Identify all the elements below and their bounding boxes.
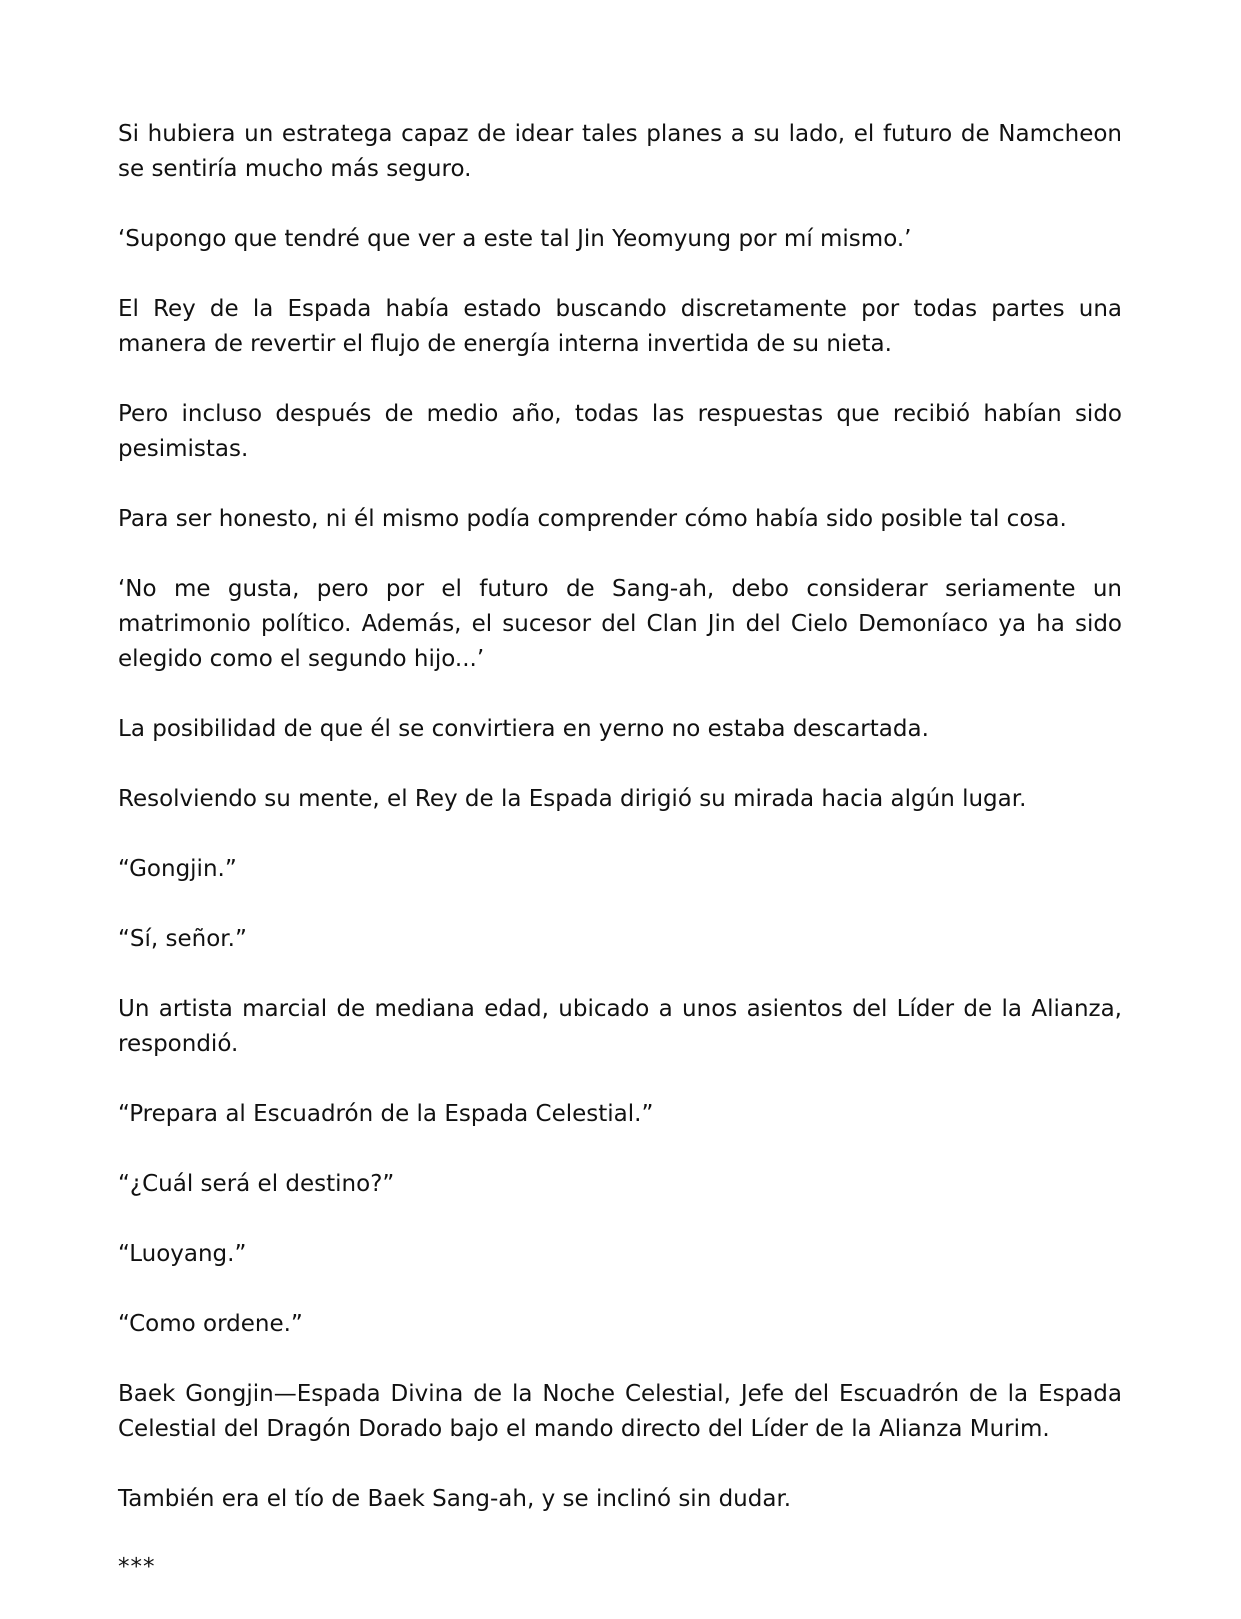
paragraph: ‘Supongo que tendré que ver a este tal Jin Yeomyung por mí mismo.’ bbox=[118, 226, 912, 252]
dialogue-line: “¿Cuál será el destino?” bbox=[118, 1171, 395, 1197]
paragraph: El Rey de la Espada había estado buscando discretamente por todas partes una manera de revertir el flujo de energía interna invertida de su nieta. bbox=[118, 296, 1122, 357]
paragraph: Baek Gongjin—Espada Divina de la Noche Celestial, Jefe del Escuadrón de la Espada Celestial del Dragón Dorado bajo el mando directo del Líder de la Alianza Murim. bbox=[118, 1381, 1122, 1442]
dialogue-line: “Luoyang.” bbox=[118, 1241, 247, 1267]
paragraph: También era el tío de Baek Sang-ah, y se inclinó sin dudar. bbox=[118, 1486, 792, 1512]
scene-break: *** bbox=[118, 1554, 156, 1580]
paragraph: La posibilidad de que él se convirtiera en yerno no estaba descartada. bbox=[118, 716, 929, 742]
paragraph: Un artista marcial de mediana edad, ubicado a unos asientos del Líder de la Alianza, respondió. bbox=[118, 996, 1122, 1057]
paragraph: Para ser honesto, ni él mismo podía comprender cómo había sido posible tal cosa. bbox=[118, 506, 1067, 532]
paragraph: Si hubiera un estratega capaz de idear tales planes a su lado, el futuro de Namcheon se sentiría mucho más seguro. bbox=[118, 121, 1122, 182]
dialogue-line: “Como ordene.” bbox=[118, 1311, 303, 1337]
paragraph: Resolviendo su mente, el Rey de la Espada dirigió su mirada hacia algún lugar. bbox=[118, 786, 1027, 812]
document-body bbox=[118, 117, 1122, 1582]
dialogue-line: “Gongjin.” bbox=[118, 856, 237, 882]
dialogue-line: “Prepara al Escuadrón de la Espada Celestial.” bbox=[118, 1101, 654, 1127]
dialogue-line: “Sí, señor.” bbox=[118, 926, 247, 952]
paragraph: ‘No me gusta, pero por el futuro de Sang-ah, debo considerar seriamente un matrimonio político. Además, el sucesor del Clan Jin del Cielo Demoníaco ya ha sido elegido como el segundo hijo...’ bbox=[118, 576, 1122, 672]
paragraph: Pero incluso después de medio año, todas las respuestas que recibió habían sido pesimistas. bbox=[118, 401, 1122, 462]
